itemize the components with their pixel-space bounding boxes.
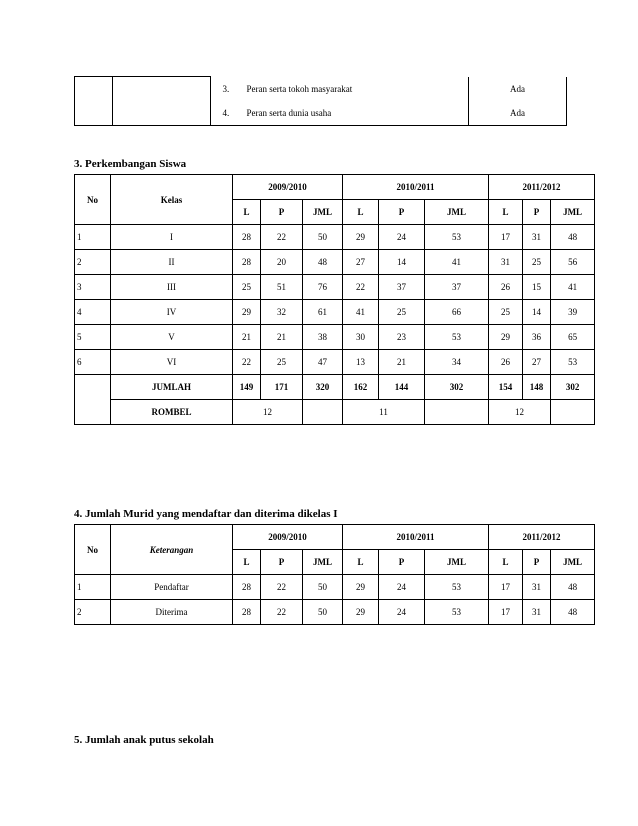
table-cell: 14 <box>523 300 551 325</box>
sub-header: JML <box>425 550 489 575</box>
table-cell: 51 <box>261 275 303 300</box>
table-cell: 26 <box>489 275 523 300</box>
table-row <box>75 325 595 350</box>
row-label-cell: V <box>111 325 233 350</box>
table-cell: 48 <box>551 600 595 625</box>
row-number-cell: 6 <box>75 350 111 375</box>
rombel-row <box>75 400 595 425</box>
table-cell: 29 <box>489 325 523 350</box>
table-cell: 21 <box>379 350 425 375</box>
sub-header: L <box>233 200 261 225</box>
jumlah-cell: 302 <box>425 375 489 400</box>
row-label-cell: Diterima <box>111 600 233 625</box>
year-header: 2010/2011 <box>343 525 489 550</box>
table-cell: 24 <box>379 575 425 600</box>
table-cell: 28 <box>233 575 261 600</box>
table-cell: 17 <box>489 225 523 250</box>
table-row <box>75 600 595 625</box>
sub-header: P <box>523 550 551 575</box>
jumlah-cell: 171 <box>261 375 303 400</box>
row-number-cell: 4 <box>75 300 111 325</box>
sub-header: JML <box>551 200 595 225</box>
row-number-cell: 1 <box>75 575 111 600</box>
table-cell: 25 <box>261 350 303 375</box>
table-cell: 41 <box>551 275 595 300</box>
row-label-cell: I <box>111 225 233 250</box>
table-cell: 47 <box>303 350 343 375</box>
table-cell: 24 <box>379 225 425 250</box>
rombel-cell: 11 <box>343 400 425 425</box>
sub-header: L <box>489 550 523 575</box>
sub-header: L <box>343 550 379 575</box>
table-cell: 65 <box>551 325 595 350</box>
top-row-number: 3. <box>222 84 230 94</box>
sub-header: JML <box>425 200 489 225</box>
student-growth-table <box>74 174 595 425</box>
row-number-cell: 1 <box>75 225 111 250</box>
top-table <box>74 76 567 126</box>
section5-heading: 5. Jumlah anak putus sekolah <box>74 734 214 746</box>
table-cell: 56 <box>551 250 595 275</box>
table-row <box>75 350 595 375</box>
table-cell: 25 <box>233 275 261 300</box>
sub-header: L <box>489 200 523 225</box>
sub-header: P <box>379 550 425 575</box>
table-cell: 22 <box>261 575 303 600</box>
top-row-status: Ada <box>469 77 567 102</box>
table-cell: 50 <box>303 225 343 250</box>
sub-header: L <box>233 550 261 575</box>
row-label-cell: Pendaftar <box>111 575 233 600</box>
jumlah-cell: 148 <box>523 375 551 400</box>
sub-header: P <box>379 200 425 225</box>
table-cell: 48 <box>551 225 595 250</box>
table-cell: 17 <box>489 600 523 625</box>
rombel-cell: 12 <box>233 400 303 425</box>
table-cell: 25 <box>523 250 551 275</box>
section3-heading: 3. Perkembangan Siswa <box>74 158 187 170</box>
table-cell: 28 <box>233 225 261 250</box>
rombel-cell: 12 <box>489 400 551 425</box>
rombel-label: ROMBEL <box>111 400 233 425</box>
jumlah-cell: 149 <box>233 375 261 400</box>
table-cell: 25 <box>379 300 425 325</box>
table-cell: 61 <box>303 300 343 325</box>
top-row-number: 4. <box>221 102 245 126</box>
registration-table <box>74 524 595 625</box>
table-row <box>75 250 595 275</box>
section4-heading: 4. Jumlah Murid yang mendaftar dan diterima dikelas I <box>74 508 338 520</box>
table-cell: 23 <box>379 325 425 350</box>
year-header: 2009/2010 <box>233 175 343 200</box>
table-cell: 41 <box>425 250 489 275</box>
sub-header: P <box>261 200 303 225</box>
sub-header: P <box>261 550 303 575</box>
year-header: 2011/2012 <box>489 525 595 550</box>
table-cell: 38 <box>303 325 343 350</box>
top-row-text: Peran serta tokoh masyarakat <box>245 77 469 102</box>
table-row <box>75 225 595 250</box>
table-cell: 53 <box>551 350 595 375</box>
table-cell: 20 <box>261 250 303 275</box>
top-empty-cell <box>113 77 211 126</box>
row-label-cell: IV <box>111 300 233 325</box>
table-cell: 29 <box>343 600 379 625</box>
jumlah-cell: 162 <box>343 375 379 400</box>
col-kelas-header: Kelas <box>111 175 233 225</box>
table-row <box>75 300 595 325</box>
sub-header: JML <box>303 200 343 225</box>
top-table-row <box>75 77 567 102</box>
jumlah-row <box>75 375 595 400</box>
year-header: 2011/2012 <box>489 175 595 200</box>
row-number-cell: 2 <box>75 250 111 275</box>
table-cell: 14 <box>379 250 425 275</box>
table-row <box>75 575 595 600</box>
jumlah-cell: 320 <box>303 375 343 400</box>
table-cell: 29 <box>343 225 379 250</box>
top-row-text: Peran serta dunia usaha <box>245 102 469 126</box>
table-cell: 24 <box>379 600 425 625</box>
jumlah-label: JUMLAH <box>111 375 233 400</box>
jumlah-cell: 154 <box>489 375 523 400</box>
table-cell: 30 <box>343 325 379 350</box>
col-no-header: No <box>75 525 111 575</box>
table-cell: 27 <box>523 350 551 375</box>
table-cell: 31 <box>523 575 551 600</box>
sub-header: L <box>343 200 379 225</box>
table-cell: 27 <box>343 250 379 275</box>
table-cell: 31 <box>523 225 551 250</box>
row-label-cell: III <box>111 275 233 300</box>
table-cell: 29 <box>343 575 379 600</box>
table-cell: 22 <box>233 350 261 375</box>
table-cell: 25 <box>489 300 523 325</box>
top-row-status: Ada <box>469 102 567 126</box>
col-no-header: No <box>75 175 111 225</box>
table-cell: 53 <box>425 225 489 250</box>
table-cell: 48 <box>551 575 595 600</box>
table-cell: 36 <box>523 325 551 350</box>
table-cell: 66 <box>425 300 489 325</box>
table-cell: 48 <box>303 250 343 275</box>
table-cell: 32 <box>261 300 303 325</box>
table-cell: 22 <box>343 275 379 300</box>
year-header: 2010/2011 <box>343 175 489 200</box>
table-cell: 37 <box>425 275 489 300</box>
row-label-cell: II <box>111 250 233 275</box>
table-cell: 29 <box>233 300 261 325</box>
table-cell: 17 <box>489 575 523 600</box>
table-cell: 28 <box>233 600 261 625</box>
sub-header: JML <box>303 550 343 575</box>
table-cell: 41 <box>343 300 379 325</box>
jumlah-cell: 144 <box>379 375 425 400</box>
top-empty-cell <box>75 77 113 126</box>
table-cell: 39 <box>551 300 595 325</box>
table-cell: 22 <box>261 600 303 625</box>
table-cell: 76 <box>303 275 343 300</box>
row-number-cell: 5 <box>75 325 111 350</box>
col-keterangan-header: Keterangan <box>111 525 233 575</box>
table-row <box>75 275 595 300</box>
row-number-cell: 2 <box>75 600 111 625</box>
year-header: 2009/2010 <box>233 525 343 550</box>
table-cell: 53 <box>425 575 489 600</box>
row-number-cell: 3 <box>75 275 111 300</box>
table-cell: 21 <box>233 325 261 350</box>
table-cell: 37 <box>379 275 425 300</box>
table-cell: 31 <box>523 600 551 625</box>
table-cell: 31 <box>489 250 523 275</box>
row-label-cell: VI <box>111 350 233 375</box>
sub-header: JML <box>551 550 595 575</box>
table-cell: 15 <box>523 275 551 300</box>
table-cell: 50 <box>303 575 343 600</box>
table-cell: 53 <box>425 600 489 625</box>
table-cell: 26 <box>489 350 523 375</box>
table-cell: 50 <box>303 600 343 625</box>
table-cell: 13 <box>343 350 379 375</box>
table-cell: 28 <box>233 250 261 275</box>
table-cell: 53 <box>425 325 489 350</box>
table-cell: 22 <box>261 225 303 250</box>
jumlah-cell: 302 <box>551 375 595 400</box>
sub-header: P <box>523 200 551 225</box>
table-cell: 21 <box>261 325 303 350</box>
table-cell: 34 <box>425 350 489 375</box>
